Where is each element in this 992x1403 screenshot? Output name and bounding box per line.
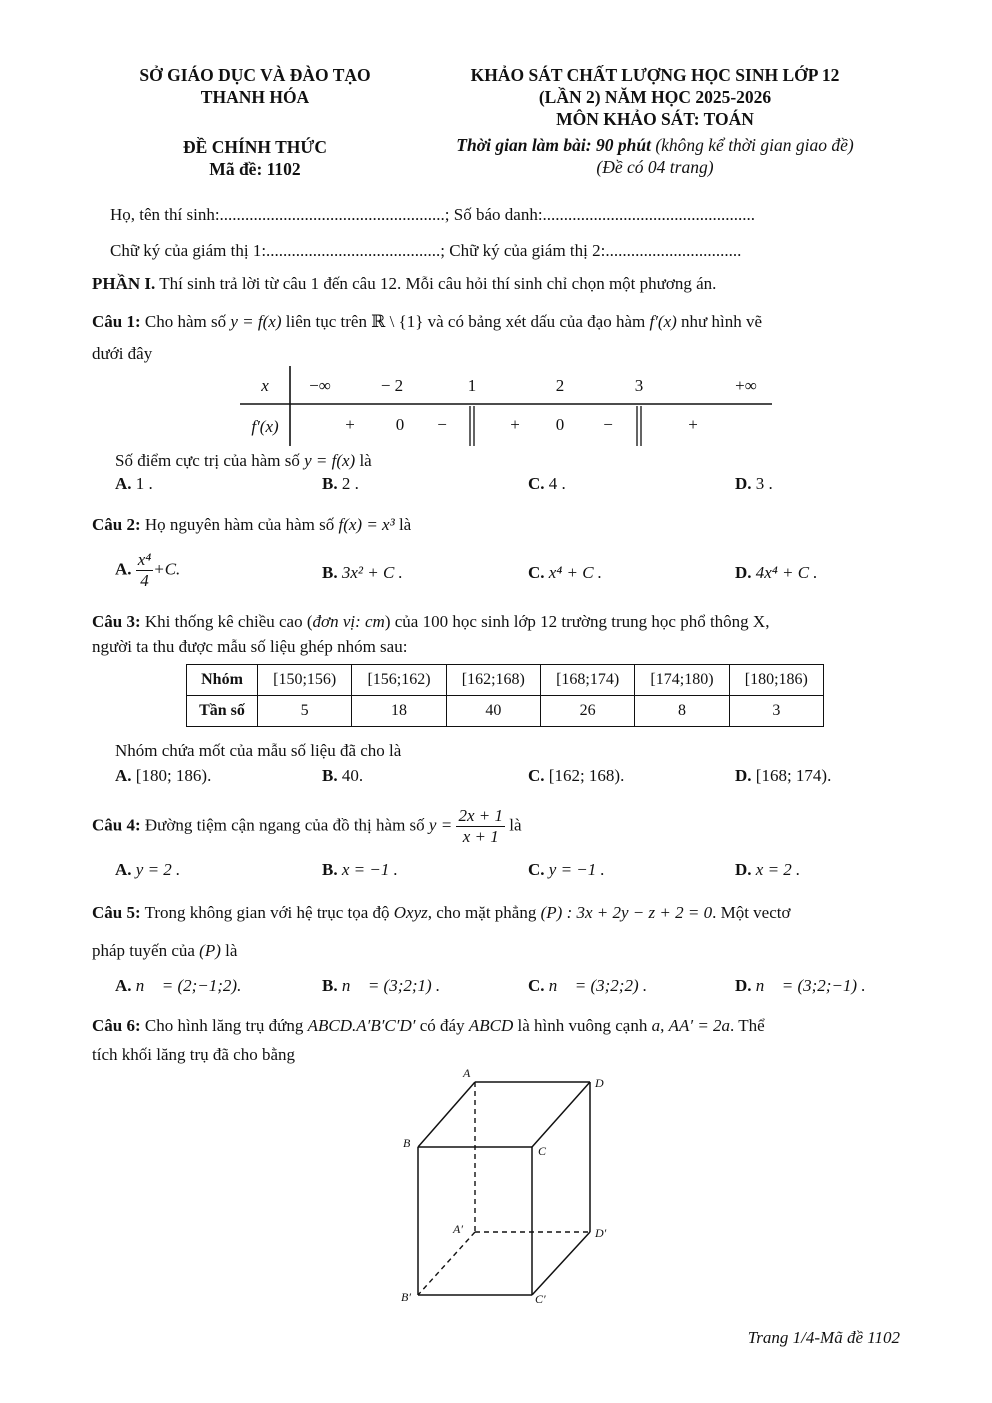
option-label: D. xyxy=(735,860,752,879)
vertex-label: A′ xyxy=(453,1222,463,1236)
q5-option-a[interactable] xyxy=(115,976,241,996)
exam-title xyxy=(410,64,900,130)
q6-text: là hình vuông cạnh xyxy=(513,1016,652,1035)
q2-stem xyxy=(92,514,411,536)
q1-question-func: y = f(x) xyxy=(304,451,356,470)
vertex-label: B xyxy=(403,1136,411,1150)
part1-title: PHẦN I. xyxy=(92,274,156,293)
q2-text: Họ nguyên hàm của hàm số xyxy=(140,515,339,534)
sign: 0 xyxy=(395,415,405,434)
q3-option-d[interactable] xyxy=(735,766,831,786)
q1-question xyxy=(115,450,372,472)
option-text: y = −1 . xyxy=(544,860,605,879)
q1-question-text: Số điểm cực trị của hàm số xyxy=(115,451,305,470)
q5-text: . Một vectơ xyxy=(712,903,791,922)
table-header-cell: Tần số xyxy=(187,696,258,727)
edge-dc xyxy=(532,1082,590,1147)
q1-stem xyxy=(92,311,762,333)
q5-text: Trong không gian với hệ trục tọa độ xyxy=(140,903,394,922)
q6-stem-line2: tích khối lăng trụ đã cho bằng xyxy=(92,1045,296,1064)
option-label: B. xyxy=(322,563,338,582)
q5-p: (P) xyxy=(199,941,221,960)
option-text: x = 2 . xyxy=(751,860,801,879)
fraction-den: 4 xyxy=(140,571,149,590)
page-footer: Trang 1/4-Mã đề 1102 xyxy=(747,1328,900,1347)
option-text: [162; 168). xyxy=(544,766,625,785)
option-label: D. xyxy=(735,563,752,582)
q5-option-d[interactable] xyxy=(735,976,866,996)
fraction-num: 2x + 1 xyxy=(458,806,503,825)
option-text: x = −1 . xyxy=(337,860,398,879)
q6-text: có đáy xyxy=(415,1016,469,1035)
option-label: C. xyxy=(528,766,545,785)
vertex-label: C′ xyxy=(535,1292,546,1306)
q4-y-eq: y = xyxy=(428,815,453,835)
department-line: SỞ GIÁO DỤC VÀ ĐÀO TẠO xyxy=(139,65,371,85)
table-cell: 18 xyxy=(352,696,446,727)
q6-aa: AA′ = 2a xyxy=(668,1016,731,1035)
option-text: n⃗ = (2;−1;2). xyxy=(131,976,242,995)
table-cell: [174;180) xyxy=(635,665,729,696)
exam-time xyxy=(400,134,910,178)
q2-label: Câu 2: xyxy=(92,515,141,534)
exam-pages: (Đề có 04 trang) xyxy=(596,157,714,177)
frequency-table xyxy=(186,664,824,727)
q4-option-a[interactable] xyxy=(115,860,180,880)
q5-text: , cho mặt phẳng xyxy=(427,903,541,922)
q4-label: Câu 4: xyxy=(92,815,141,835)
q1-option-c[interactable] xyxy=(528,474,566,494)
option-label: A. xyxy=(115,860,132,879)
option-label: B. xyxy=(322,976,338,995)
option-text: x⁴ + C . xyxy=(544,563,603,582)
q2-option-a[interactable] xyxy=(115,550,180,591)
table-header-cell: Nhóm xyxy=(187,665,258,696)
option-label: C. xyxy=(528,976,545,995)
fraction xyxy=(456,806,505,847)
option-label: B. xyxy=(322,766,338,785)
option-label: A. xyxy=(115,766,132,785)
q1-text: và có bảng xét dấu của đạo hàm xyxy=(423,312,650,331)
option-label: C. xyxy=(528,860,545,879)
option-text: [180; 186). xyxy=(131,766,212,785)
option-label: A. xyxy=(115,559,132,579)
edge-a1b1-hidden xyxy=(418,1232,475,1295)
q1-domain: ℝ \ {1} xyxy=(371,312,424,331)
table-row xyxy=(187,665,824,696)
q2-option-b[interactable] xyxy=(322,563,403,583)
exam-duration: Thời gian làm bài: 90 phút xyxy=(456,135,651,155)
option-text: n⃗ = (3;2;2) . xyxy=(544,976,648,995)
table-cell: 5 xyxy=(258,696,352,727)
q5-stem xyxy=(92,902,790,924)
q2-func: f(x) = x³ xyxy=(338,515,395,534)
vertex-label: C xyxy=(538,1144,547,1158)
q3-stem xyxy=(92,611,769,633)
q1-deriv: f′(x) xyxy=(649,312,677,331)
q2-option-c[interactable] xyxy=(528,563,602,583)
table-cell: [150;156) xyxy=(258,665,352,696)
q4-option-b[interactable] xyxy=(322,860,398,880)
option-text: 1 . xyxy=(131,474,153,493)
q1-text: như hình vẽ xyxy=(676,312,763,331)
vertex-label: B′ xyxy=(401,1290,411,1304)
q3-text: ) của 100 học sinh lớp 12 trường trung học phổ thông X, xyxy=(384,612,770,631)
edge-c1d1 xyxy=(532,1232,590,1295)
q5-option-c[interactable] xyxy=(528,976,647,996)
option-label: C. xyxy=(528,563,545,582)
q1-option-b[interactable] xyxy=(322,474,359,494)
q3-option-c[interactable] xyxy=(528,766,624,786)
sign: − xyxy=(603,415,613,434)
q6-prism: ABCD.A′B′C′D′ xyxy=(307,1016,416,1035)
table-cell: [156;162) xyxy=(352,665,446,696)
option-label: A. xyxy=(115,474,132,493)
q1-stem-line2: dưới đây xyxy=(92,344,153,363)
q6-stem xyxy=(92,1015,765,1037)
q3-text: Khi thống kê chiều cao ( xyxy=(140,612,313,631)
proctor-sign-line: Chữ ký của giám thị 1:.........................................; Chữ ký của giám thị 2:................................ xyxy=(110,241,742,260)
fprime-label: f′(x) xyxy=(251,417,279,436)
option-label: C. xyxy=(528,474,545,493)
official-label xyxy=(110,136,400,180)
q5-text: là xyxy=(220,941,238,960)
vertex-label: A xyxy=(463,1066,471,1080)
q6-text: . Thể xyxy=(730,1016,765,1035)
option-text: 4 . xyxy=(544,474,566,493)
q5-oxyz: Oxyz xyxy=(393,903,428,922)
q6-text: Cho hình lăng trụ đứng xyxy=(140,1016,308,1035)
q1-text: Cho hàm số xyxy=(140,312,231,331)
option-text: +C. xyxy=(153,559,181,579)
x-value: +∞ xyxy=(735,376,757,395)
student-name-line: Họ, tên thí sinh:.....................................................; Số báo danh:.................................................. xyxy=(110,205,756,224)
x-value: 2 xyxy=(555,376,565,395)
official-text: ĐỀ CHÍNH THỨC xyxy=(183,137,327,157)
exam-duration-note: (không kể thời gian giao đề) xyxy=(650,135,854,155)
department-name xyxy=(110,64,400,108)
table-cell: [162;168) xyxy=(446,665,540,696)
sign-table xyxy=(230,364,775,448)
q5-text: pháp tuyến của xyxy=(92,941,200,960)
fraction xyxy=(136,550,153,591)
table-cell: 26 xyxy=(540,696,634,727)
edge-ab xyxy=(418,1082,475,1147)
option-text: 3 . xyxy=(751,474,773,493)
prism-figure xyxy=(395,1065,620,1310)
option-text: 4x⁴ + C . xyxy=(751,563,818,582)
q3-label: Câu 3: xyxy=(92,612,141,631)
vertex-label: D′ xyxy=(595,1226,607,1240)
q1-question-end: là xyxy=(355,451,372,470)
q1-option-a[interactable] xyxy=(115,474,153,494)
q4-text: Đường tiệm cận ngang của đồ thị hàm số xyxy=(140,815,429,835)
q1-text: liên tục trên xyxy=(281,312,372,331)
q1-label: Câu 1: xyxy=(92,312,141,331)
option-label: D. xyxy=(735,474,752,493)
part1-instructions xyxy=(92,273,716,295)
q5-plane: (P) : 3x + 2y − z + 2 = 0 xyxy=(540,903,713,922)
q3-unit: đơn vị: cm xyxy=(312,612,385,631)
exam-subject: MÔN KHẢO SÁT: TOÁN xyxy=(556,109,754,129)
option-label: D. xyxy=(735,976,752,995)
option-text: 3x² + C . xyxy=(337,563,403,582)
fraction-den: x + 1 xyxy=(462,827,499,846)
q4-option-d[interactable] xyxy=(735,860,800,880)
x-value: −∞ xyxy=(309,376,331,395)
sign: + xyxy=(688,415,698,434)
sign: − xyxy=(437,415,447,434)
province-line: THANH HÓA xyxy=(200,87,310,107)
table-cell: 3 xyxy=(729,696,823,727)
option-text: y = 2 . xyxy=(131,860,181,879)
table-cell: [180;186) xyxy=(729,665,823,696)
q4-option-c[interactable] xyxy=(528,860,605,880)
q3-question: Nhóm chứa mốt của mẫu số liệu đã cho là xyxy=(115,741,402,760)
exam-title-line2: (LẦN 2) NĂM HỌC 2025-2026 xyxy=(538,87,772,107)
option-label: B. xyxy=(322,860,338,879)
exam-title-line1: KHẢO SÁT CHẤT LƯỢNG HỌC SINH LỚP 12 xyxy=(470,65,840,85)
q3-option-a[interactable] xyxy=(115,766,211,786)
q4-stem xyxy=(92,806,522,847)
option-label: D. xyxy=(735,766,752,785)
option-label: A. xyxy=(115,976,132,995)
q6-text: , xyxy=(660,1016,669,1035)
x-value: 3 xyxy=(634,376,644,395)
q6-base: ABCD xyxy=(468,1016,514,1035)
part1-text: Thí sinh trả lời từ câu 1 đến câu 12. Mỗi câu hỏi thí sinh chỉ chọn một phương án. xyxy=(155,274,717,293)
q1-option-d[interactable] xyxy=(735,474,773,494)
option-text: 2 . xyxy=(337,474,359,493)
q3-option-b[interactable] xyxy=(322,766,363,786)
q5-stem-line2 xyxy=(92,940,237,962)
q1-func: y = f(x) xyxy=(230,312,282,331)
x-label: x xyxy=(261,376,269,395)
fraction-num: x⁴ xyxy=(137,550,152,569)
q5-label: Câu 5: xyxy=(92,903,141,922)
option-text: 40. xyxy=(337,766,364,785)
option-label: B. xyxy=(322,474,338,493)
sign: + xyxy=(510,415,520,434)
sign: 0 xyxy=(555,415,565,434)
option-text: n⃗ = (3;2;−1) . xyxy=(751,976,866,995)
q5-option-b[interactable] xyxy=(322,976,440,996)
q4-end: là xyxy=(504,815,522,835)
q2-end: là xyxy=(394,515,412,534)
table-cell: [168;174) xyxy=(540,665,634,696)
sign: + xyxy=(345,415,355,434)
option-text: [168; 174). xyxy=(751,766,832,785)
q6-a: a xyxy=(651,1016,661,1035)
exam-code: Mã đề: 1102 xyxy=(209,159,301,179)
vertex-label: D xyxy=(595,1076,604,1090)
q3-stem-line2: người ta thu được mẫu số liệu ghép nhóm sau: xyxy=(92,637,408,656)
x-value: − 2 xyxy=(380,376,404,395)
table-cell: 40 xyxy=(446,696,540,727)
option-text: n⃗ = (3;2;1) . xyxy=(337,976,441,995)
q6-label: Câu 6: xyxy=(92,1016,141,1035)
table-cell: 8 xyxy=(635,696,729,727)
table-row xyxy=(187,696,824,727)
q2-option-d[interactable] xyxy=(735,563,818,583)
x-value: 1 xyxy=(467,376,477,395)
